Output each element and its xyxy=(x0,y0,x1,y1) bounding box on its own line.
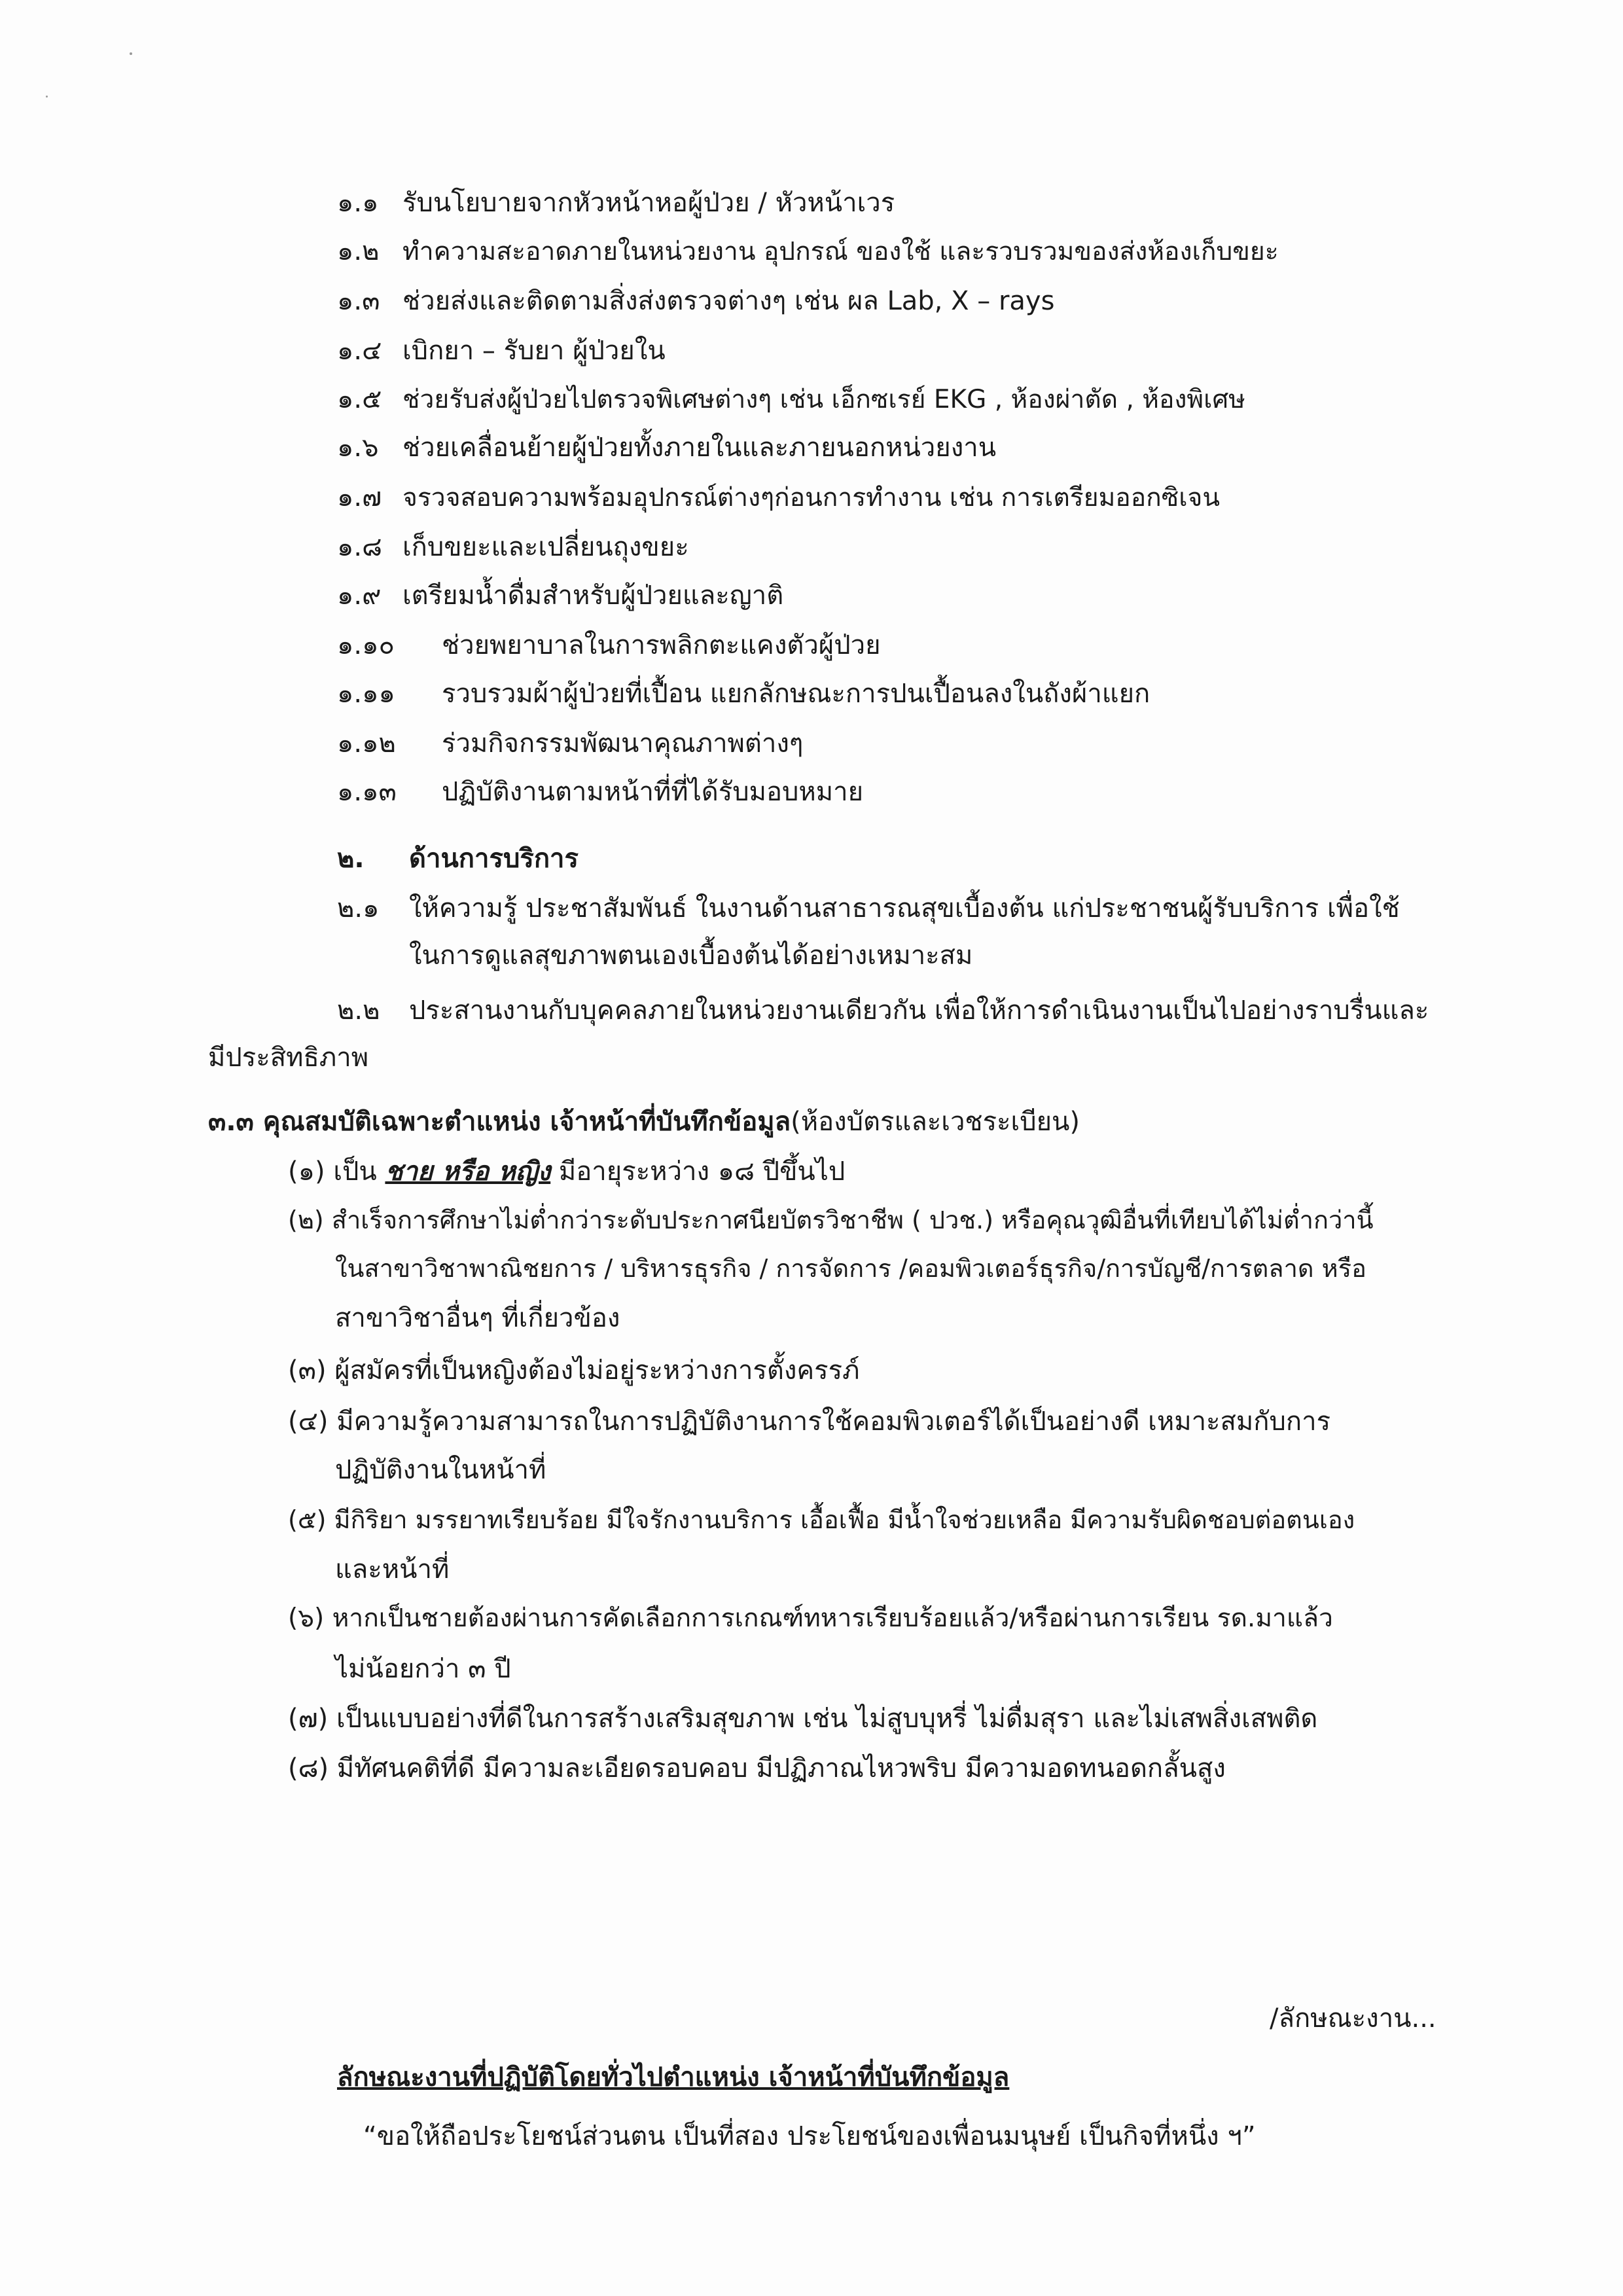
section1-item xyxy=(337,335,666,367)
section1-item xyxy=(337,776,863,808)
section2-item2-line1 xyxy=(337,995,1429,1026)
qualification-4-line2: ปฏิบัติงานในหน้าที่ xyxy=(335,1455,546,1485)
qualification-2-line2: ในสาขาวิชาพาณิชยการ / บริหารธุรกิจ / การจัดการ /คอมพิวเตอร์ธุรกิจ/การบัญชี/การตลาด หรือ xyxy=(335,1254,1366,1283)
section1-item-number: ๑.๑๐ xyxy=(337,630,395,660)
section2-item1-number: ๒.๑ xyxy=(337,893,380,924)
qualification-5-line1: (๕) มีกิริยา มรรยาทเรียบร้อย มีใจรักงานบริการ เอื้อเฟื้อ มีน้ำใจช่วยเหลือ มีความรับผิดชอบต่อตนเอง xyxy=(288,1505,1355,1534)
qualification-5-line2: และหน้าที่ xyxy=(335,1554,450,1585)
qualification-2-line3: สาขาวิชาอื่นๆ ที่เกี่ยวข้อง xyxy=(335,1303,620,1333)
section1-item xyxy=(337,432,996,463)
section1-item-number: ๑.๒ xyxy=(337,236,380,266)
section1-item xyxy=(337,580,783,611)
section1-item-text: ช่วยส่งและติดตามสิ่งส่งตรวจต่างๆ เช่น ผล Lab, X – rays xyxy=(402,286,1055,316)
section1-item-number: ๑.๓ xyxy=(337,286,380,316)
section1-item-number: ๑.๘ xyxy=(337,532,382,562)
qualification-1 xyxy=(288,1156,845,1187)
section1-item-text: เก็บขยะและเปลี่ยนถุงขยะ xyxy=(402,532,689,562)
section1-item-number: ๑.๑๓ xyxy=(337,777,397,807)
section1-item xyxy=(337,630,881,661)
section2-item2-number: ๒.๒ xyxy=(337,996,380,1026)
qualification-2-line1: (๒) สำเร็จการศึกษาไม่ต่ำกว่าระดับประกาศนียบัตรวิชาชีพ ( ปวช.) หรือคุณวุฒิอื่นที่เทียบได้ไม่ต่ำกว่านี้ xyxy=(288,1206,1374,1234)
section1-item-text: ช่วยพยาบาลในการพลิกตะแคงตัวผู้ป่วย xyxy=(442,630,881,660)
motto: “ขอให้ถือประโยชน์ส่วนตน เป็นที่สอง ประโยชน์ของเพื่อนมนุษย์ เป็นกิจที่หนึ่ง ฯ” xyxy=(363,2121,1256,2151)
section1-item-number: ๑.๑ xyxy=(337,188,379,218)
section1-item-text: ช่วยเคลื่อนย้ายผู้ป่วยทั้งภายในและภายนอกหน่วยงาน xyxy=(402,433,997,463)
section1-item-text: เบิกยา – รับยา ผู้ป่วยใน xyxy=(402,336,666,366)
section2-item1-line2: ในการดูแลสุขภาพตนเองเบื้องต้นได้อย่างเหมาะสม xyxy=(409,941,973,971)
section3-heading-bold: ๓.๓ คุณสมบัติเฉพาะตำแหน่ง เจ้าหน้าที่บันทึกข้อมูล xyxy=(208,1107,791,1137)
qualification-7: (๗) เป็นแบบอย่างที่ดีในการสร้างเสริมสุขภาพ เช่น ไม่สูบบุหรี่ ไม่ดื่มสุรา และไม่เสพสิ่งเสพติด xyxy=(288,1704,1318,1734)
qualification-4-line1: (๔) มีความรู้ความสามารถในการปฏิบัติงานการใช้คอมพิวเตอร์ได้เป็นอย่างดี เหมาะสมกับการ xyxy=(288,1407,1331,1437)
scan-speck xyxy=(46,96,48,98)
section1-item-number: ๑.๖ xyxy=(337,433,379,463)
section1-item-text: เตรียมน้ำดื่มสำหรับผู้ป่วยและญาติ xyxy=(402,581,784,611)
qualification-1-suffix: มีอายุระหว่าง ๑๘ ปีขึ้นไป xyxy=(550,1157,846,1187)
qualification-8: (๘) มีทัศนคติที่ดี มีความละเอียดรอบคอบ มีปฏิภาณไหวพริบ มีความอดทนอดกลั้นสูง xyxy=(288,1753,1226,1784)
section1-item-text: ร่วมกิจกรรมพัฒนาคุณภาพต่างๆ xyxy=(442,728,804,759)
section1-item-number: ๑.๙ xyxy=(337,581,382,611)
section1-item xyxy=(337,285,1054,317)
section1-item-number: ๑.๑๑ xyxy=(337,679,395,709)
section1-item-text: ปฏิบัติงานตามหน้าที่ที่ได้รับมอบหมาย xyxy=(442,777,864,807)
section1-item xyxy=(337,728,803,759)
section1-item xyxy=(337,678,1150,709)
section1-item-number: ๑.๔ xyxy=(337,336,382,366)
section1-item xyxy=(337,384,1245,416)
qualification-6-line2: ไม่น้อยกว่า ๓ ปี xyxy=(335,1654,511,1684)
section1-item xyxy=(337,236,1279,268)
qualification-6-line1: (๖) หากเป็นชายต้องผ่านการคัดเลือกการเกณฑ์ทหารเรียบร้อยแล้ว/หรือผ่านการเรียน รด.มาแล้ว xyxy=(288,1604,1333,1633)
section1-item xyxy=(337,187,895,219)
section2-item2-text: ประสานงานกับบุคคลภายในหน่วยงานเดียวกัน เพื่อให้การดำเนินงานเป็นไปอย่างราบรื่นและ xyxy=(409,996,1429,1026)
section1-item-text: รับนโยบายจากหัวหน้าหอผู้ป่วย / หัวหน้าเวร xyxy=(402,188,895,218)
section1-item-text: จรวจสอบความพร้อมอุปกรณ์ต่างๆก่อนการทำงาน เช่น การเตรียมออกซิเจน xyxy=(402,483,1221,512)
section2-item1-line1 xyxy=(337,893,1400,924)
section3-heading xyxy=(208,1106,1080,1138)
section2-number: ๒. xyxy=(337,844,365,874)
section1-item xyxy=(337,482,1220,514)
section1-item-text: รวบรวมผ้าผู้ป่วยที่เปื้อน แยกลักษณะการปนเปื้อนลงในถังผ้าแยก xyxy=(442,679,1150,709)
section1-item-number: ๑.๗ xyxy=(337,482,382,512)
section1-item xyxy=(337,531,689,563)
section1-item-number: ๑.๕ xyxy=(337,384,382,414)
footer-heading: ลักษณะงานที่ปฏิบัติโดยทั่วไปตำแหน่ง เจ้าหน้าที่บันทึกข้อมูล xyxy=(337,2062,1010,2092)
section1-item-text: ทำความสะอาดภายในหน่วยงาน อุปกรณ์ ของใช้ และรวบรวมของส่งห้องเก็บขยะ xyxy=(402,237,1279,266)
continuation-marker: /ลักษณะงาน... xyxy=(1270,2003,1436,2034)
scan-speck xyxy=(130,52,132,55)
section3-heading-rest: (ห้องบัตรและเวชระเบียน) xyxy=(791,1107,1080,1137)
section1-item-text: ช่วยรับส่งผู้ป่วยไปตรวจพิเศษต่างๆ เช่น เอ็กซเรย์ EKG , ห้องผ่าตัด , ห้องพิเศษ xyxy=(402,385,1245,414)
qualification-1-prefix: (๑) เป็น xyxy=(288,1157,385,1187)
qualification-3: (๓) ผู้สมัครที่เป็นหญิงต้องไม่อยู่ระหว่างการตั้งครรภ์ xyxy=(288,1355,860,1386)
section2-title: ด้านการบริการ xyxy=(409,844,579,874)
section1-item-number: ๑.๑๒ xyxy=(337,728,396,759)
section2-item1-text: ให้ความรู้ ประชาสัมพันธ์ ในงานด้านสาธารณสุขเบื้องต้น แก่ประชาชนผู้รับบริการ เพื่อใช้ xyxy=(409,893,1400,924)
section2-heading xyxy=(337,843,579,874)
section2-item2-line2: มีประสิทธิภาพ xyxy=(208,1043,369,1073)
qualification-1-gender: ชาย หรือ หญิง xyxy=(385,1157,551,1187)
